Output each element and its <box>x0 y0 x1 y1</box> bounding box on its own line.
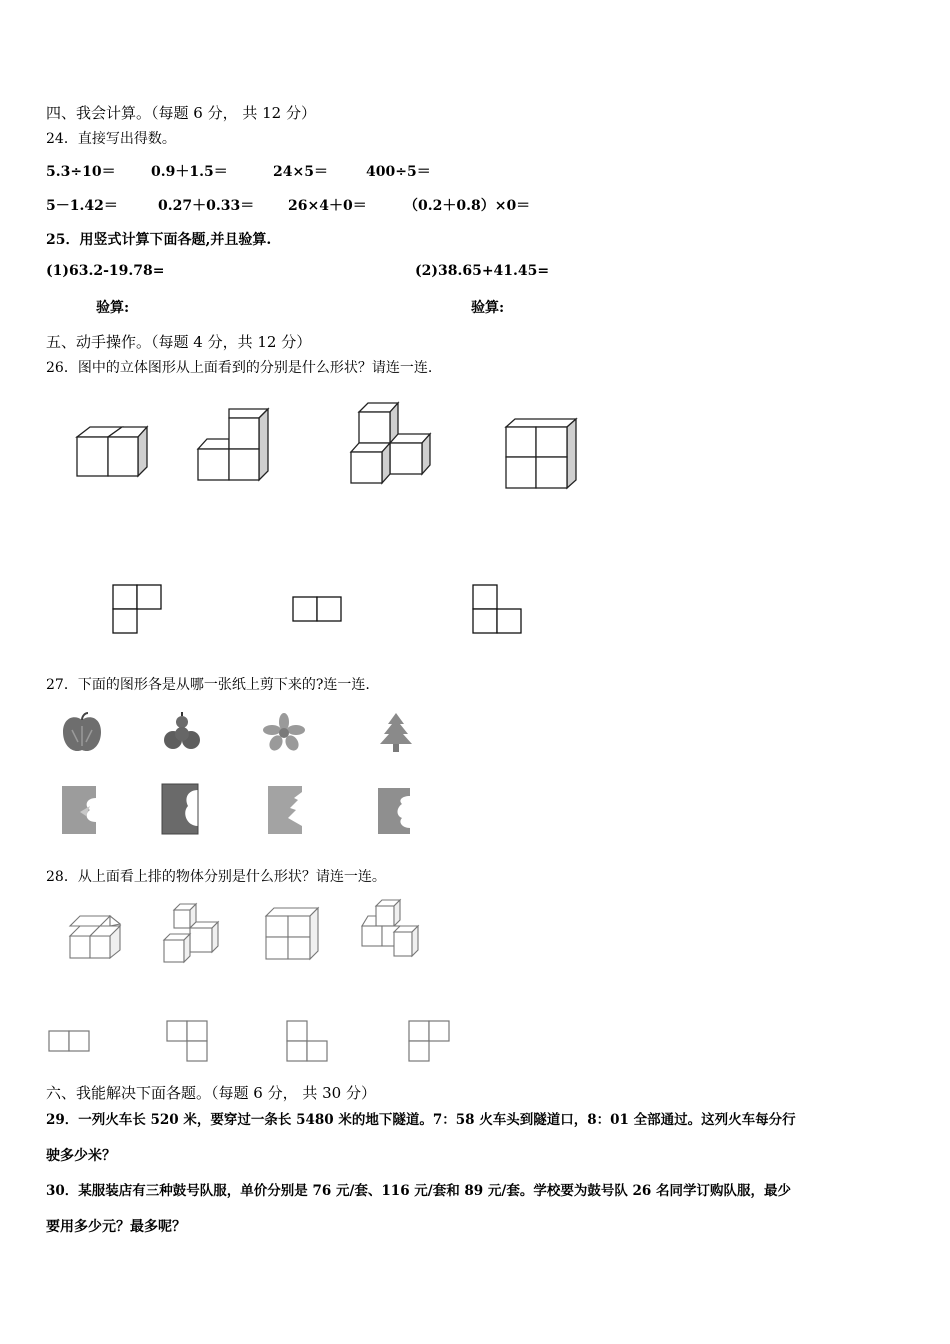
q25-problem-2: (2)38.65+41.45= <box>415 263 550 279</box>
section4-title: 四、我会计算。（每题 6 分， 共 12 分） <box>46 104 316 122</box>
q26-title: 26．图中的立体图形从上面看到的分别是什么形状？请连一连. <box>46 360 433 376</box>
q26-view-1 <box>112 584 164 636</box>
q25-problem-1: (1)63.2-19.78= <box>46 263 165 279</box>
q28-view-3 <box>286 1020 330 1064</box>
q28-view-1 <box>48 1030 92 1054</box>
q29-line-2: 驶多少米？ <box>46 1148 116 1164</box>
flower-shape-icon <box>262 712 306 752</box>
q27-title: 27．下面的图形各是从哪一张纸上剪下来的?连一连. <box>46 677 370 693</box>
q28-view-4 <box>408 1020 452 1064</box>
q25-title: 25．用竖式计算下面各题,并且验算. <box>46 232 272 248</box>
q24-title: 24．直接写出得数。 <box>46 131 176 147</box>
q24-expr-2: 0.9＋1.5＝ <box>151 164 228 180</box>
q24-expr-6: 0.27＋0.33＝ <box>158 198 255 214</box>
q29-line-1: 29．一列火车长 520 米，要穿过一条长 5480 米的地下隧道。7：58 火车头到隧道口，8：01 全部通过。这列火车每分行 <box>46 1112 796 1128</box>
q28-solid-1 <box>68 914 124 962</box>
q28-view-2 <box>166 1020 210 1064</box>
q26-solid-3 <box>350 402 434 486</box>
paper-2-icon <box>160 782 202 836</box>
q28-solid-3 <box>264 906 322 962</box>
q26-view-2 <box>292 596 344 624</box>
q26-solid-2 <box>197 408 271 482</box>
section5-title: 五、动手操作。（每题 4 分，共 12 分） <box>46 333 312 351</box>
q30-line-1: 30．某服装店有三种鼓号队服，单价分别是 76 元/套、116 元/套和 89 元/套。学校要为鼓号队 26 名同学订购队服，最少 <box>46 1183 792 1199</box>
paper-1-icon <box>60 784 100 836</box>
paper-3-icon <box>266 784 306 836</box>
q26-solid-1 <box>76 426 152 480</box>
section6-title: 六、我能解决下面各题。（每题 6 分， 共 30 分） <box>46 1084 376 1102</box>
q24-expr-3: 24×5＝ <box>273 164 328 180</box>
q28-solid-4 <box>360 898 424 960</box>
q28-title: 28．从上面看上排的物体分别是什么形状？请连一连。 <box>46 869 386 885</box>
q25-check-1: 验算: <box>96 300 130 316</box>
q24-expr-4: 400÷5＝ <box>366 164 431 180</box>
q24-expr-1: 5.3÷10＝ <box>46 164 116 180</box>
q24-expr-5: 5－1.42＝ <box>46 198 118 214</box>
q24-expr-7: 26×4＋0＝ <box>288 198 367 214</box>
q30-line-2: 要用多少元？最多呢？ <box>46 1219 186 1235</box>
q25-check-2: 验算: <box>471 300 505 316</box>
q28-solid-2 <box>162 902 224 964</box>
paper-4-icon <box>376 784 416 836</box>
tree-shape-icon <box>376 712 416 754</box>
q26-solid-4 <box>505 418 579 490</box>
q26-view-3 <box>472 584 524 636</box>
q24-expr-8: （0.2＋0.8）×0＝ <box>404 198 531 214</box>
apple-shape-icon <box>60 712 104 756</box>
gourd-shape-icon <box>162 712 202 756</box>
